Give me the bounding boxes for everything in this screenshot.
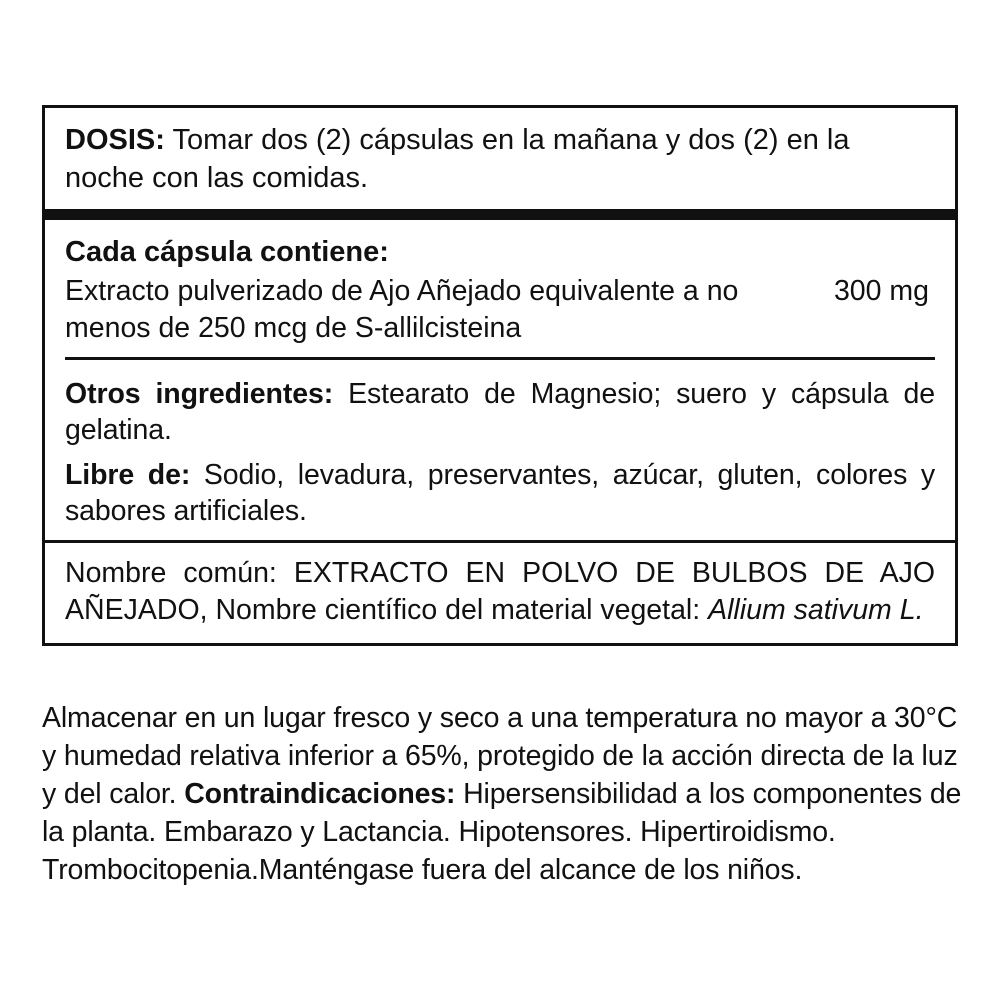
- capsule-section: [45, 220, 955, 371]
- contraindications-title: Contraindicaciones:: [184, 777, 456, 810]
- free-of-line: [65, 457, 935, 530]
- storage-text: Almacenar en un lugar fresco y seco a una temperatura no mayor a 30°C y humedad relativa inferior a 65%, protegido de la acción directa de la luz y del calor.: [42, 702, 958, 810]
- common-name-text: Nombre común: EXTRACTO EN POLVO DE BULBOS DE AJO AÑEJADO, Nombre científico del material vegetal:: [65, 556, 935, 626]
- free-of-text: Sodio, levadura, preservantes, azúcar, gluten, colores y sabores artificiales.: [65, 458, 935, 528]
- other-ingredients-line: [65, 376, 935, 449]
- common-name-section: [45, 543, 955, 643]
- dose-text: Tomar dos (2) cápsulas en la mañana y dos (2) en la noche con las comidas.: [65, 124, 850, 194]
- dose-title: DOSIS:: [65, 124, 165, 156]
- other-ingredients-text: Estearato de Magnesio; suero y cápsula de gelatina.: [65, 377, 935, 447]
- ingredient-row: [65, 273, 935, 347]
- dose-section: [45, 108, 955, 209]
- ingredient-name: Extracto pulverizado de Ajo Añejado equivalente a no menos de 250 mcg de S-allilcisteina: [65, 274, 739, 344]
- label-panel: [42, 105, 958, 646]
- contraindications-text: Hipersensibilidad a los componentes de la planta. Embarazo y Lactancia. Hipotensores. Hipertiroidismo. Trombocitopenia.Manténgase fuera del alcance de los niños.: [42, 777, 962, 886]
- divider-thin-1: [65, 357, 935, 360]
- footer-section: [42, 700, 968, 889]
- other-ingredients-section: [45, 372, 955, 455]
- free-of-section: [45, 455, 955, 540]
- dose-line: [65, 122, 935, 197]
- free-of-title: Libre de:: [65, 458, 191, 491]
- capsule-heading: Cada cápsula contiene:: [65, 236, 389, 269]
- ingredient-amount: 300 mg: [833, 274, 929, 307]
- footer-line: [42, 700, 968, 889]
- scientific-name: Allium sativum L.: [708, 593, 924, 626]
- other-ingredients-title: Otros ingredientes:: [65, 377, 334, 410]
- common-name-line: [65, 555, 935, 629]
- divider-thick: [45, 209, 955, 220]
